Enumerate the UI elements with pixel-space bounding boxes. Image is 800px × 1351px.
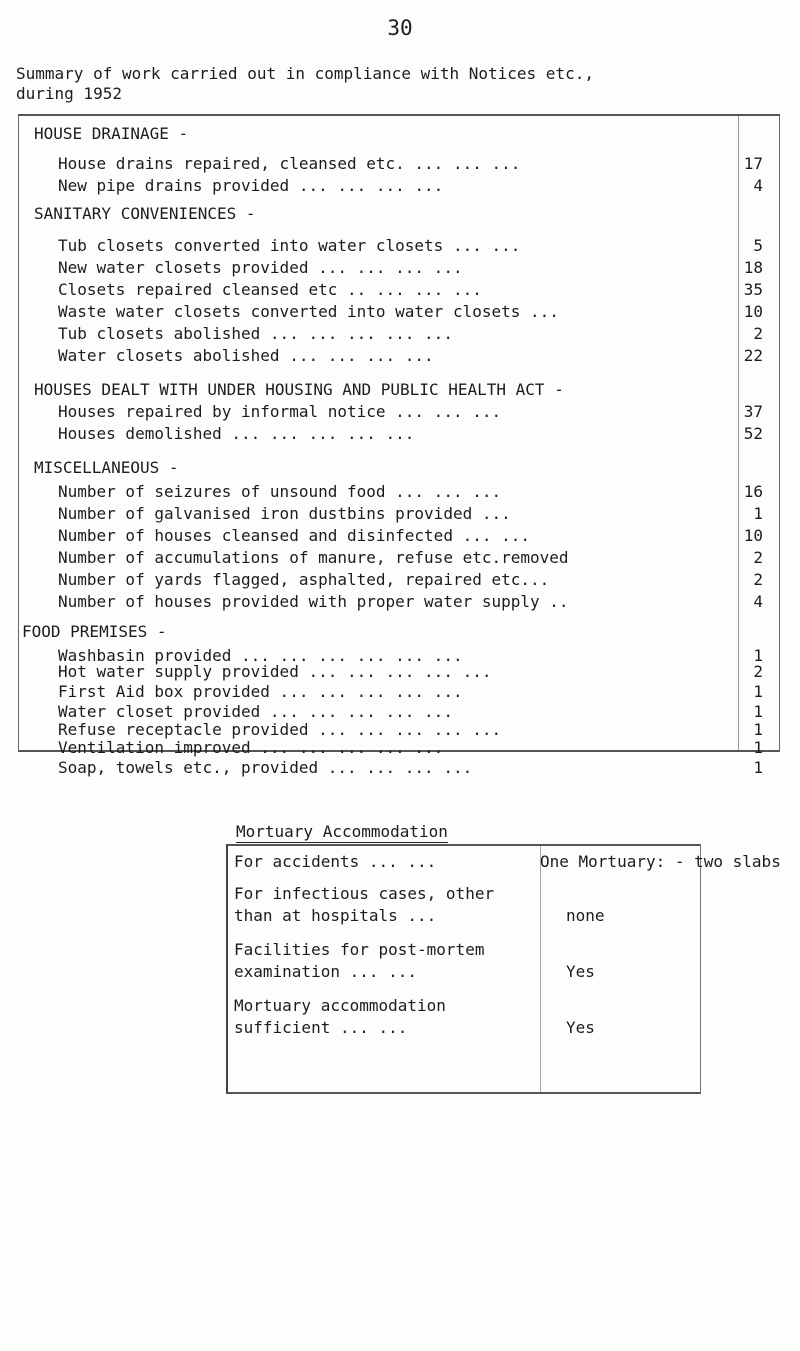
mortuary-row-value: Yes xyxy=(566,1018,595,1037)
table-row xyxy=(58,504,763,524)
mortuary-row-value: One Mortuary: - two slabs xyxy=(540,852,781,871)
row-label: Number of yards flagged, asphalted, repaired etc... xyxy=(58,570,550,589)
mortuary-row-label: examination ... ... xyxy=(234,962,418,981)
mortuary-row-label: than at hospitals ... xyxy=(234,906,437,925)
row-label: Number of houses cleansed and disinfected ... ... xyxy=(58,526,531,545)
summary-heading xyxy=(16,64,776,104)
row-value: 1 xyxy=(753,646,763,665)
row-value: 2 xyxy=(753,324,763,343)
row-value: 16 xyxy=(743,482,763,501)
row-label: Ventilation improved ... ... ... ... ... xyxy=(58,738,444,757)
row-label: Refuse receptacle provided ... ... ... ... ... xyxy=(58,720,502,739)
section-title-housing-act: HOUSES DEALT WITH UNDER HOUSING AND PUBLIC HEALTH ACT - xyxy=(34,380,564,399)
table-row xyxy=(58,482,763,502)
table-row xyxy=(58,154,763,174)
row-value: 1 xyxy=(753,738,763,757)
row-value: 10 xyxy=(743,526,763,545)
row-value: 1 xyxy=(753,504,763,523)
row-label: Tub closets abolished ... ... ... ... ... xyxy=(58,324,453,343)
mortuary-row-value: Yes xyxy=(566,962,595,981)
row-label: Number of seizures of unsound food ... ... ... xyxy=(58,482,502,501)
table-row xyxy=(58,324,763,344)
table-row xyxy=(58,548,763,568)
mortuary-row-label: For accidents ... ... xyxy=(234,852,437,871)
section-title-house-drainage: HOUSE DRAINAGE - xyxy=(34,124,189,143)
row-value: 5 xyxy=(753,236,763,255)
mortuary-row-label: Facilities for post-mortem xyxy=(234,940,485,959)
row-label: New water closets provided ... ... ... ... xyxy=(58,258,463,277)
table-row xyxy=(58,758,763,778)
row-label: Soap, towels etc., provided ... ... ... ... xyxy=(58,758,473,777)
row-label: Number of galvanised iron dustbins provided ... xyxy=(58,504,511,523)
row-value: 2 xyxy=(753,548,763,567)
row-value: 17 xyxy=(743,154,763,173)
table-row xyxy=(58,402,763,422)
table-row xyxy=(58,346,763,366)
section-title-sanitary-conveniences: SANITARY CONVENIENCES - xyxy=(34,204,256,223)
row-label: Closets repaired cleansed etc .. ... ... ... xyxy=(58,280,482,299)
table-row xyxy=(58,280,763,300)
row-label: Hot water supply provided ... ... ... ... ... xyxy=(58,662,492,681)
row-value: 2 xyxy=(753,570,763,589)
mortuary-row-label: sufficient ... ... xyxy=(234,1018,408,1037)
row-label: Tub closets converted into water closets ... ... xyxy=(58,236,521,255)
row-value: 1 xyxy=(753,758,763,777)
table-row xyxy=(58,662,763,682)
row-value: 1 xyxy=(753,720,763,739)
row-value: 37 xyxy=(743,402,763,421)
table-row xyxy=(58,236,763,256)
row-value: 1 xyxy=(753,702,763,721)
mortuary-title: Mortuary Accommodation xyxy=(236,822,448,841)
mortuary-column-divider xyxy=(540,846,541,1092)
table-row xyxy=(58,258,763,278)
section-title-food-premises: FOOD PREMISES - xyxy=(22,622,167,641)
row-label: Water closet provided ... ... ... ... ... xyxy=(58,702,453,721)
table-row xyxy=(58,526,763,546)
row-label: Washbasin provided ... ... ... ... ... ... xyxy=(58,646,463,665)
table-row xyxy=(58,570,763,590)
table-row xyxy=(58,424,763,444)
table-row xyxy=(58,176,763,196)
mortuary-row-label: Mortuary accommodation xyxy=(234,996,446,1015)
table-row xyxy=(58,702,763,722)
row-value: 2 xyxy=(753,662,763,681)
summary-heading-line-2: during 1952 xyxy=(16,84,122,103)
row-label: Waste water closets converted into water closets ... xyxy=(58,302,559,321)
table-row xyxy=(58,302,763,322)
row-label: House drains repaired, cleansed etc. ... ... ... xyxy=(58,154,521,173)
row-label: Houses repaired by informal notice ... ... ... xyxy=(58,402,502,421)
mortuary-row-value: none xyxy=(566,906,605,925)
row-label: Houses demolished ... ... ... ... ... xyxy=(58,424,415,443)
row-label: Number of accumulations of manure, refuse etc.removed xyxy=(58,548,569,567)
row-value: 18 xyxy=(743,258,763,277)
row-value: 35 xyxy=(743,280,763,299)
mortuary-row-label: For infectious cases, other xyxy=(234,884,495,903)
summary-heading-line-1: Summary of work carried out in compliance with Notices etc., xyxy=(16,64,594,83)
section-title-miscellaneous: MISCELLANEOUS - xyxy=(34,458,179,477)
row-value: 1 xyxy=(753,682,763,701)
row-label: Water closets abolished ... ... ... ... xyxy=(58,346,434,365)
row-label: First Aid box provided ... ... ... ... ... xyxy=(58,682,463,701)
row-value: 4 xyxy=(753,176,763,195)
row-value: 22 xyxy=(743,346,763,365)
row-label: New pipe drains provided ... ... ... ... xyxy=(58,176,444,195)
row-value: 10 xyxy=(743,302,763,321)
row-value: 52 xyxy=(743,424,763,443)
table-row xyxy=(58,682,763,702)
row-label: Number of houses provided with proper water supply .. xyxy=(58,592,569,611)
page-number: 30 xyxy=(387,16,413,40)
row-value: 4 xyxy=(753,592,763,611)
table-row xyxy=(58,738,763,758)
table-row xyxy=(58,592,763,612)
table-row xyxy=(58,720,763,740)
